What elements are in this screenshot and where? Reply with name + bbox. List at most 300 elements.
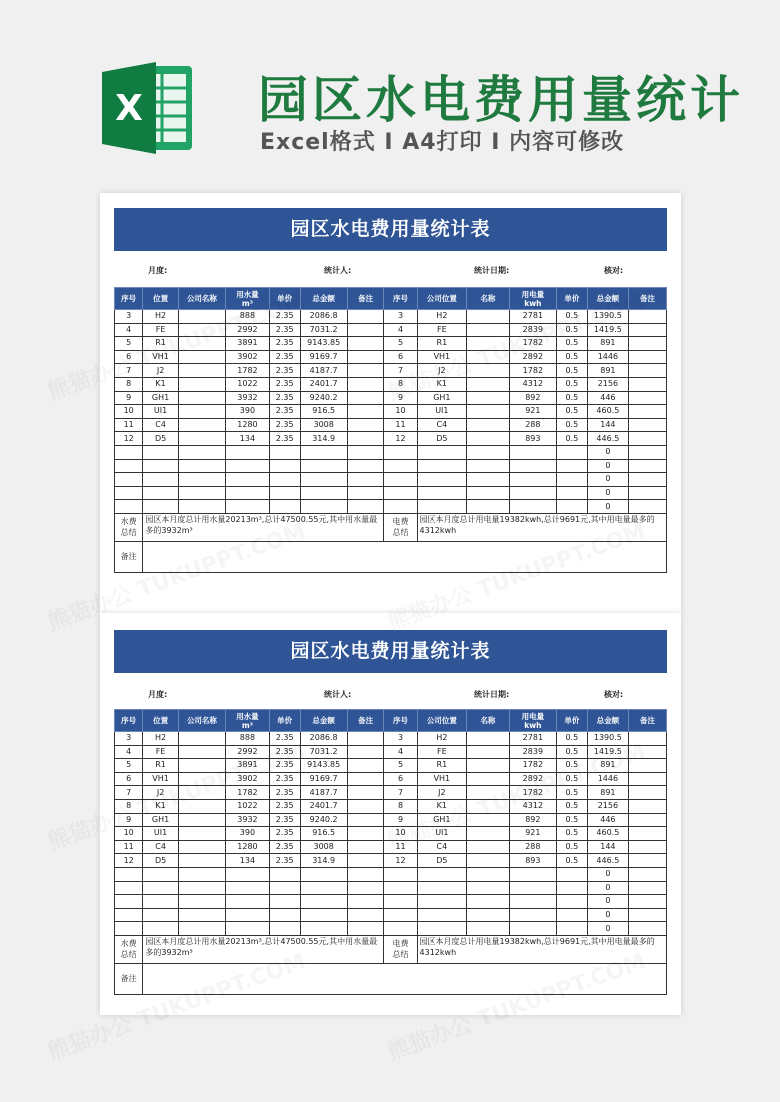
table-cell[interactable] [509,459,556,473]
table-cell[interactable]: 446 [587,391,628,405]
table-cell[interactable] [347,881,384,895]
table-cell[interactable]: 0 [587,881,628,895]
table-cell[interactable]: 10 [384,405,417,419]
table-cell[interactable] [178,840,225,854]
table-cell[interactable] [467,745,510,759]
table-cell[interactable]: 1782 [509,364,556,378]
water-summary[interactable]: 园区本月度总计用水量20213m³,总计47500.55元,其中用水量最多的3932m³ [143,935,384,963]
table-cell[interactable] [178,391,225,405]
table-cell[interactable] [467,908,510,922]
table-cell[interactable] [178,881,225,895]
table-cell[interactable]: FE [143,323,178,337]
table-cell[interactable] [509,922,556,936]
table-cell[interactable] [384,908,417,922]
table-cell[interactable]: 2.35 [269,432,300,446]
table-cell[interactable] [115,867,143,881]
table-cell[interactable]: 916.5 [300,405,347,419]
table-cell[interactable]: 1782 [509,759,556,773]
table-cell[interactable]: 0 [587,473,628,487]
table-cell[interactable] [178,459,225,473]
table-cell[interactable]: GH1 [143,813,178,827]
table-cell[interactable]: 888 [226,310,270,324]
table-cell[interactable]: 2892 [509,350,556,364]
table-cell[interactable]: 3008 [300,418,347,432]
table-cell[interactable] [178,813,225,827]
table-cell[interactable]: 12 [384,432,417,446]
table-cell[interactable] [509,867,556,881]
table-cell[interactable] [629,867,667,881]
table-cell[interactable]: 2.35 [269,391,300,405]
table-cell[interactable]: 0.5 [556,827,587,841]
table-cell[interactable] [629,405,667,419]
water-summary[interactable]: 园区本月度总计用水量20213m³,总计47500.55元,其中用水量最多的3932m³ [143,513,384,541]
table-cell[interactable]: 2892 [509,772,556,786]
table-cell[interactable] [300,881,347,895]
table-cell[interactable] [467,759,510,773]
table-cell[interactable]: 2.35 [269,840,300,854]
table-cell[interactable] [178,772,225,786]
table-cell[interactable] [269,867,300,881]
table-cell[interactable] [556,500,587,514]
table-cell[interactable]: 460.5 [587,405,628,419]
table-cell[interactable] [347,323,384,337]
table-cell[interactable] [178,745,225,759]
table-cell[interactable] [509,445,556,459]
table-cell[interactable] [115,895,143,909]
table-cell[interactable]: 7 [384,364,417,378]
table-cell[interactable]: 888 [226,732,270,746]
table-cell[interactable]: 2.35 [269,759,300,773]
table-cell[interactable] [178,854,225,868]
table-cell[interactable]: 446.5 [587,432,628,446]
table-cell[interactable]: FE [143,745,178,759]
table-cell[interactable]: 0.5 [556,323,587,337]
table-cell[interactable] [509,500,556,514]
table-cell[interactable] [629,922,667,936]
table-cell[interactable]: 0.5 [556,745,587,759]
table-cell[interactable] [417,500,467,514]
table-cell[interactable]: 0.5 [556,310,587,324]
table-cell[interactable] [226,459,270,473]
table-cell[interactable] [347,459,384,473]
table-cell[interactable] [178,377,225,391]
table-cell[interactable]: 314.9 [300,432,347,446]
table-cell[interactable] [178,895,225,909]
table-cell[interactable]: 0 [587,895,628,909]
table-cell[interactable]: 9143.85 [300,337,347,351]
table-cell[interactable] [347,445,384,459]
table-cell[interactable] [556,908,587,922]
table-cell[interactable] [347,745,384,759]
table-cell[interactable] [467,323,510,337]
table-cell[interactable] [347,337,384,351]
table-cell[interactable]: 891 [587,337,628,351]
table-cell[interactable] [629,337,667,351]
table-cell[interactable] [467,922,510,936]
table-cell[interactable]: C4 [417,418,467,432]
table-cell[interactable]: 1022 [226,377,270,391]
table-cell[interactable]: K1 [143,377,178,391]
table-cell[interactable]: UI1 [143,827,178,841]
remark-field[interactable] [143,963,667,994]
table-cell[interactable]: 2.35 [269,323,300,337]
table-cell[interactable] [417,445,467,459]
table-cell[interactable] [226,922,270,936]
table-cell[interactable]: 2.35 [269,337,300,351]
table-cell[interactable] [467,337,510,351]
table-cell[interactable] [467,732,510,746]
table-cell[interactable]: 0 [587,867,628,881]
table-cell[interactable] [226,473,270,487]
table-cell[interactable] [629,391,667,405]
table-cell[interactable]: 3932 [226,391,270,405]
table-cell[interactable] [417,908,467,922]
table-cell[interactable] [269,459,300,473]
table-cell[interactable]: 4312 [509,377,556,391]
table-cell[interactable]: 4 [384,745,417,759]
table-cell[interactable] [347,500,384,514]
table-cell[interactable]: 134 [226,854,270,868]
table-cell[interactable]: 0.5 [556,854,587,868]
table-cell[interactable] [467,364,510,378]
table-cell[interactable]: 4187.7 [300,786,347,800]
table-cell[interactable] [178,323,225,337]
table-cell[interactable] [300,445,347,459]
elec-summary[interactable]: 园区本月度总计用电量19382kwh,总计9691元,其中用电量最多的4312kwh [417,513,666,541]
table-cell[interactable]: UI1 [417,405,467,419]
table-cell[interactable] [384,486,417,500]
table-cell[interactable]: 7 [384,786,417,800]
table-cell[interactable]: 0 [587,486,628,500]
table-cell[interactable] [417,473,467,487]
table-cell[interactable]: 3891 [226,759,270,773]
table-cell[interactable]: 3902 [226,772,270,786]
table-cell[interactable]: 8 [115,377,143,391]
table-cell[interactable] [143,473,178,487]
table-cell[interactable]: FE [417,323,467,337]
table-cell[interactable] [467,445,510,459]
table-cell[interactable] [115,473,143,487]
table-cell[interactable]: 7 [115,364,143,378]
table-cell[interactable] [347,867,384,881]
table-cell[interactable] [629,310,667,324]
table-cell[interactable]: H2 [417,310,467,324]
table-cell[interactable] [417,459,467,473]
table-cell[interactable] [556,895,587,909]
table-cell[interactable] [384,500,417,514]
table-cell[interactable] [384,445,417,459]
table-cell[interactable]: 4312 [509,799,556,813]
table-cell[interactable] [417,922,467,936]
table-cell[interactable] [384,473,417,487]
table-cell[interactable]: 2992 [226,323,270,337]
table-cell[interactable] [115,445,143,459]
table-cell[interactable]: GH1 [417,391,467,405]
table-cell[interactable]: 1782 [226,364,270,378]
table-cell[interactable] [384,459,417,473]
table-cell[interactable]: 1419.5 [587,323,628,337]
table-cell[interactable] [347,432,384,446]
table-cell[interactable]: 0 [587,459,628,473]
table-cell[interactable]: 1390.5 [587,310,628,324]
table-cell[interactable]: 2.35 [269,772,300,786]
table-cell[interactable]: 891 [587,364,628,378]
table-cell[interactable] [384,922,417,936]
table-cell[interactable]: 314.9 [300,854,347,868]
table-cell[interactable] [178,418,225,432]
table-cell[interactable] [629,486,667,500]
table-cell[interactable] [629,827,667,841]
table-cell[interactable]: 2781 [509,732,556,746]
table-cell[interactable]: R1 [143,337,178,351]
table-cell[interactable] [629,350,667,364]
table-cell[interactable] [347,364,384,378]
table-cell[interactable]: 1782 [509,337,556,351]
table-cell[interactable] [347,813,384,827]
table-cell[interactable]: VH1 [417,350,467,364]
table-cell[interactable]: VH1 [143,772,178,786]
table-cell[interactable]: C4 [417,840,467,854]
table-cell[interactable] [347,405,384,419]
table-cell[interactable]: H2 [143,732,178,746]
table-cell[interactable]: C4 [143,418,178,432]
table-cell[interactable]: 4187.7 [300,364,347,378]
table-cell[interactable]: 891 [587,786,628,800]
table-cell[interactable]: 4 [115,323,143,337]
table-cell[interactable]: 390 [226,827,270,841]
table-cell[interactable] [347,895,384,909]
table-cell[interactable] [629,786,667,800]
table-cell[interactable]: 1280 [226,840,270,854]
table-cell[interactable]: UI1 [417,827,467,841]
table-cell[interactable]: 2.35 [269,745,300,759]
table-cell[interactable]: H2 [143,310,178,324]
table-cell[interactable] [509,895,556,909]
table-cell[interactable] [115,500,143,514]
table-cell[interactable]: FE [417,745,467,759]
table-cell[interactable] [467,786,510,800]
table-cell[interactable] [300,473,347,487]
table-cell[interactable]: 10 [384,827,417,841]
table-cell[interactable]: 8 [384,377,417,391]
table-cell[interactable] [178,350,225,364]
table-cell[interactable] [269,908,300,922]
table-cell[interactable] [467,350,510,364]
remark-field[interactable] [143,541,667,572]
table-cell[interactable]: 2401.7 [300,377,347,391]
table-cell[interactable]: J2 [143,786,178,800]
table-cell[interactable]: 0.5 [556,772,587,786]
table-cell[interactable] [269,881,300,895]
table-cell[interactable] [629,745,667,759]
table-cell[interactable]: 0.5 [556,759,587,773]
table-cell[interactable] [629,473,667,487]
table-cell[interactable] [467,772,510,786]
table-cell[interactable] [115,459,143,473]
table-cell[interactable] [467,405,510,419]
table-cell[interactable]: 0.5 [556,813,587,827]
table-cell[interactable]: 5 [384,337,417,351]
table-cell[interactable] [143,445,178,459]
table-cell[interactable]: 9 [115,391,143,405]
table-cell[interactable]: 4 [115,745,143,759]
table-cell[interactable] [629,459,667,473]
table-cell[interactable]: 2.35 [269,732,300,746]
table-cell[interactable] [178,445,225,459]
table-cell[interactable] [178,500,225,514]
table-cell[interactable]: 12 [115,854,143,868]
table-cell[interactable]: 893 [509,432,556,446]
table-cell[interactable] [347,418,384,432]
table-cell[interactable]: 2992 [226,745,270,759]
table-cell[interactable]: J2 [143,364,178,378]
table-cell[interactable] [300,486,347,500]
table-cell[interactable]: 9169.7 [300,350,347,364]
table-cell[interactable]: 2156 [587,377,628,391]
table-cell[interactable]: 0.5 [556,432,587,446]
table-cell[interactable] [629,432,667,446]
table-cell[interactable] [467,473,510,487]
table-cell[interactable] [143,459,178,473]
table-cell[interactable] [226,908,270,922]
table-cell[interactable] [467,867,510,881]
table-cell[interactable] [556,922,587,936]
table-cell[interactable]: 893 [509,854,556,868]
table-cell[interactable]: 9 [115,813,143,827]
table-cell[interactable] [347,922,384,936]
table-cell[interactable]: 0 [587,445,628,459]
table-cell[interactable] [115,908,143,922]
table-cell[interactable] [226,486,270,500]
table-cell[interactable]: 2.35 [269,786,300,800]
table-cell[interactable]: D5 [417,854,467,868]
table-cell[interactable] [467,881,510,895]
table-cell[interactable]: 1022 [226,799,270,813]
table-cell[interactable] [269,895,300,909]
table-cell[interactable]: 12 [115,432,143,446]
table-cell[interactable]: 2086.8 [300,310,347,324]
table-cell[interactable]: D5 [143,854,178,868]
table-cell[interactable]: 2839 [509,745,556,759]
table-cell[interactable]: 3 [384,732,417,746]
table-cell[interactable]: 390 [226,405,270,419]
table-cell[interactable] [467,432,510,446]
table-cell[interactable] [115,881,143,895]
table-cell[interactable] [556,473,587,487]
table-cell[interactable] [347,310,384,324]
table-cell[interactable]: 8 [384,799,417,813]
table-cell[interactable] [467,827,510,841]
table-cell[interactable] [417,486,467,500]
table-cell[interactable] [629,895,667,909]
table-cell[interactable] [347,908,384,922]
elec-summary[interactable]: 园区本月度总计用电量19382kwh,总计9691元,其中用电量最多的4312kwh [417,935,666,963]
table-cell[interactable]: 6 [384,350,417,364]
table-cell[interactable] [178,799,225,813]
table-cell[interactable] [629,418,667,432]
table-cell[interactable]: 1782 [226,786,270,800]
table-cell[interactable]: 2.35 [269,827,300,841]
table-cell[interactable] [384,895,417,909]
table-cell[interactable] [509,486,556,500]
table-cell[interactable]: 2.35 [269,854,300,868]
table-cell[interactable]: 9 [384,813,417,827]
table-cell[interactable]: 2.35 [269,310,300,324]
table-cell[interactable]: K1 [417,377,467,391]
table-cell[interactable] [226,895,270,909]
table-cell[interactable]: 1446 [587,350,628,364]
table-cell[interactable]: C4 [143,840,178,854]
table-cell[interactable] [629,854,667,868]
table-cell[interactable] [629,881,667,895]
table-cell[interactable]: H2 [417,732,467,746]
table-cell[interactable]: 12 [384,854,417,868]
table-cell[interactable] [417,867,467,881]
table-cell[interactable] [556,486,587,500]
table-cell[interactable] [143,500,178,514]
table-cell[interactable]: VH1 [417,772,467,786]
table-cell[interactable]: 6 [115,772,143,786]
table-cell[interactable] [509,908,556,922]
table-cell[interactable]: 891 [587,759,628,773]
table-cell[interactable]: R1 [143,759,178,773]
table-cell[interactable] [226,500,270,514]
table-cell[interactable] [347,473,384,487]
table-cell[interactable] [347,732,384,746]
table-cell[interactable] [300,867,347,881]
table-cell[interactable]: 0.5 [556,350,587,364]
table-cell[interactable] [347,786,384,800]
table-cell[interactable]: 0 [587,922,628,936]
table-cell[interactable] [467,895,510,909]
table-cell[interactable]: 3 [115,732,143,746]
table-cell[interactable]: 4 [384,323,417,337]
table-cell[interactable] [178,473,225,487]
table-cell[interactable] [347,759,384,773]
table-cell[interactable] [629,772,667,786]
table-cell[interactable] [347,799,384,813]
table-cell[interactable]: GH1 [417,813,467,827]
table-cell[interactable] [347,350,384,364]
table-cell[interactable] [384,881,417,895]
table-cell[interactable] [143,922,178,936]
table-cell[interactable]: 1446 [587,772,628,786]
table-cell[interactable] [347,854,384,868]
table-cell[interactable] [629,364,667,378]
table-cell[interactable] [629,813,667,827]
table-cell[interactable]: 892 [509,391,556,405]
table-cell[interactable] [467,459,510,473]
table-cell[interactable] [629,377,667,391]
table-cell[interactable]: 6 [115,350,143,364]
table-cell[interactable]: 2.35 [269,813,300,827]
table-cell[interactable] [178,486,225,500]
table-cell[interactable] [467,310,510,324]
table-cell[interactable] [629,323,667,337]
table-cell[interactable]: R1 [417,337,467,351]
table-cell[interactable]: 5 [384,759,417,773]
table-cell[interactable]: UI1 [143,405,178,419]
table-cell[interactable]: 3 [115,310,143,324]
table-cell[interactable] [226,867,270,881]
table-cell[interactable]: 0.5 [556,391,587,405]
table-cell[interactable] [347,391,384,405]
table-cell[interactable]: D5 [417,432,467,446]
table-cell[interactable]: 8 [115,799,143,813]
table-cell[interactable]: 7031.2 [300,323,347,337]
table-cell[interactable]: 9240.2 [300,391,347,405]
table-cell[interactable] [300,908,347,922]
